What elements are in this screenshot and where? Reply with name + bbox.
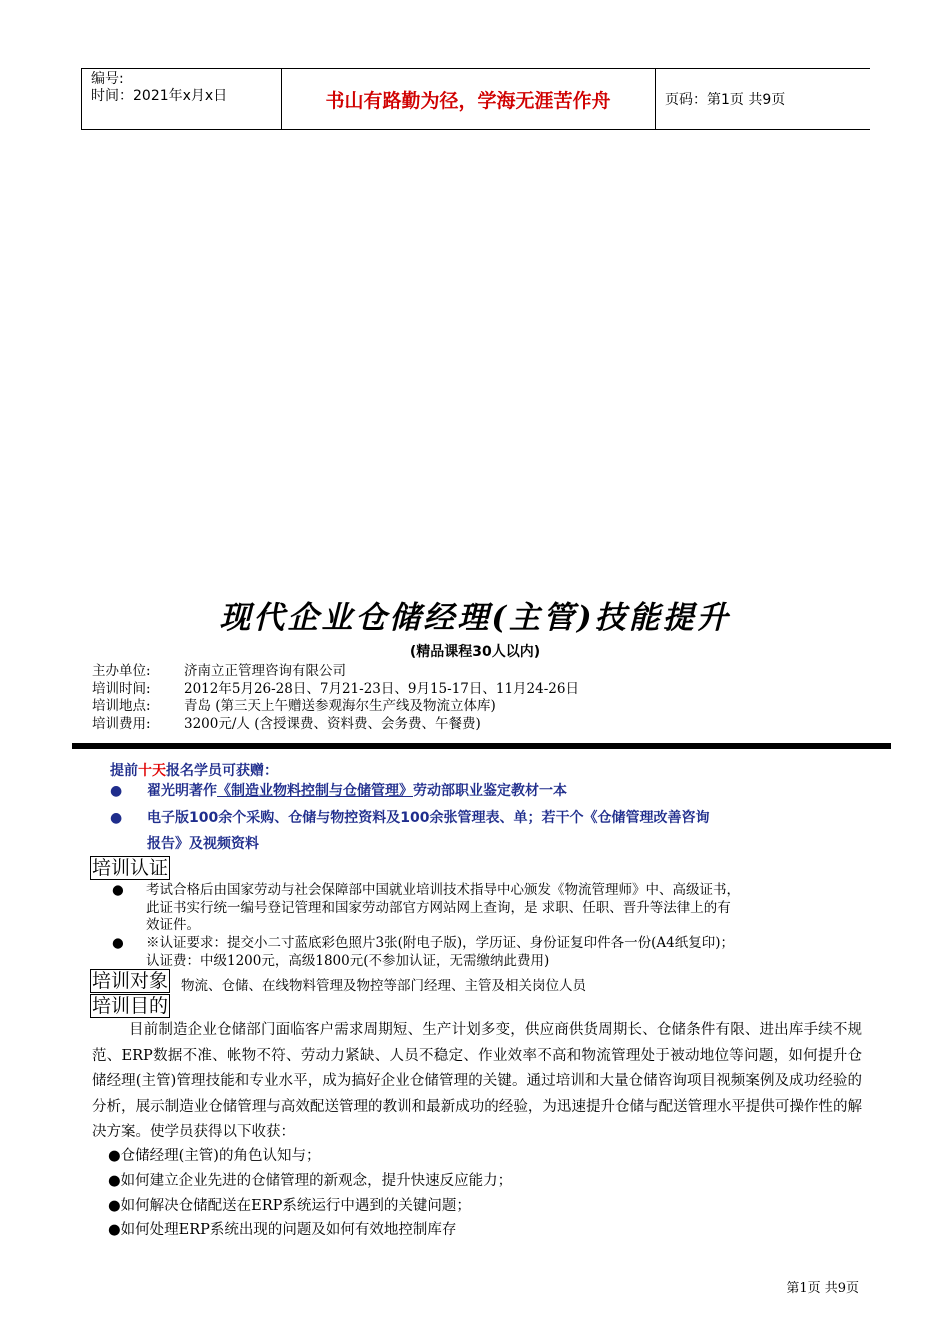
info-key: 培训地点:	[92, 698, 151, 714]
time-label: 时间：2021年x月x日	[91, 88, 228, 104]
cert-text: 此证书实行统一编号登记管理和国家劳动部官方网站网上查询，是 求职、任职、晋升等法律上的有	[146, 899, 731, 916]
header-motto: 书山有路勤为径，学海无涯苦作舟	[325, 89, 611, 112]
list-item: ●仓储经理(主管)的角色认知与；	[108, 1148, 321, 1164]
info-value: 3200元/人 (含授课费、资料费、会务费、午餐费)	[184, 715, 481, 732]
gift-item-text: 劳动部职业鉴定教材一本	[413, 783, 567, 799]
cert-text: ※认证要求：提交小二寸蓝底彩色照片3张(附电子版)，学历证、身份证复印件各一份(A4纸复印)；	[146, 935, 734, 951]
section-heading-audience: 培训对象	[92, 970, 169, 992]
gift-heading-post: 报名学员可获赠：	[166, 763, 278, 779]
cert-text: 认证费：中级1200元，高级1800元(不参加认证，无需缴纳此费用)	[146, 952, 550, 969]
gift-heading	[110, 760, 278, 780]
cert-text: 考试合格后由国家劳动与社会保障部中国就业培训技术指导中心颁发《物流管理师》中、高级证书，	[146, 882, 740, 898]
list-item: ●如何建立企业先进的仓储管理的新观念，提升快速反应能力；	[108, 1173, 513, 1189]
book-title-link[interactable]: 《制造业物料控制与仓储管理》	[217, 783, 413, 799]
gift-item-text: 报告》及视频资料	[147, 836, 259, 852]
section-divider	[72, 743, 891, 749]
divider	[81, 69, 82, 129]
document-title: 现代企业仓储经理(主管)技能提升	[219, 600, 731, 636]
info-value: 济南立正管理咨询有限公司	[184, 663, 346, 679]
header-meta	[91, 71, 227, 105]
gift-item-text: 电子版100余个采购、仓储与物控资料及100余张管理表、单；若干个《仓储管理改善咨询	[147, 810, 710, 826]
gift-heading-pre: 提前	[110, 763, 138, 779]
course-info	[92, 663, 579, 733]
info-key: 主办单位:	[92, 663, 151, 679]
gift-heading-highlight: 十天	[138, 763, 166, 779]
page-footer: 第1页 共9页	[786, 1281, 859, 1296]
info-row	[92, 698, 579, 716]
info-value: 2012年5月26-28日、7月21-23日、9月15-17日、11月24-26日	[184, 680, 579, 697]
gift-item-text: 翟光明著作	[147, 783, 217, 799]
section-heading-certification: 培训认证	[92, 857, 169, 879]
purpose-paragraph: 目前制造企业仓储部门面临客户需求周期短、生产计划多变，供应商供货周期长、仓储条件有限、进出库手续不规范、ERP数据不准、帐物不符、劳动力紧缺、人员不稳定、作业效率不高和物流管理处于被动地位等问题，如何提升仓储经理(主管)管理技能和专业水平，成为搞好企业仓储管理的关键。通过培训和大量仓储咨询项目视频案例及成功经验的分析，展示制造业仓储管理与高效配送管理的教训和最新成功的经验，为迅速提升仓储与配送管理水平提供可操作性的解决方案。使学员获得以下收获：	[92, 1022, 862, 1140]
audience-text: 物流、仓储、在线物料管理及物控等部门经理、主管及相关岗位人员	[181, 978, 586, 994]
info-value: 青岛 (第三天上午赠送参观海尔生产线及物流立体库)	[184, 698, 496, 714]
bullet-icon: ●	[110, 783, 123, 799]
header-page-number: 页码：第1页 共9页	[665, 92, 786, 108]
bullet-icon: ●	[112, 935, 124, 951]
document-subtitle: (精品课程30人以内)	[409, 644, 541, 660]
cert-text: 效证件。	[146, 917, 200, 933]
list-item: ●如何处理ERP系统出现的问题及如何有效地控制库存	[108, 1222, 457, 1238]
section-heading-purpose: 培训目的	[92, 995, 169, 1017]
bullet-icon: ●	[110, 810, 123, 826]
info-key: 培训费用:	[92, 715, 151, 732]
divider	[655, 69, 656, 129]
info-row	[92, 663, 579, 681]
info-row	[92, 716, 579, 734]
bullet-icon: ●	[112, 882, 124, 898]
info-row	[92, 681, 579, 699]
number-label: 编号:	[91, 71, 124, 87]
info-key: 培训时间:	[92, 680, 151, 697]
list-item: ●如何解决仓储配送在ERP系统运行中遇到的关键问题；	[108, 1198, 471, 1214]
page-header	[81, 68, 870, 130]
